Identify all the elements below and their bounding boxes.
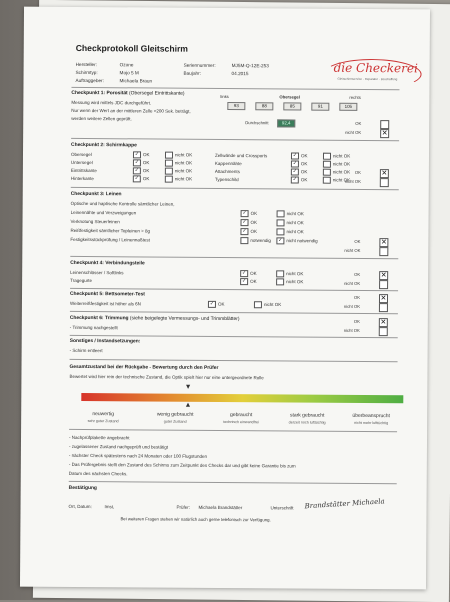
cp1-ok-checkbox[interactable]	[380, 120, 389, 129]
porosity-value-5: 105	[339, 103, 357, 111]
seriennummer-label: Seriennummer:	[183, 62, 216, 68]
cp4-tragegurte-nicht-ok[interactable]: nicht OK	[276, 278, 303, 285]
porosity-value-4: 91	[311, 103, 329, 111]
cp6-ok-label: OK	[353, 318, 360, 324]
scale-sub-wenig-gebraucht: guter Zustand	[163, 419, 187, 424]
cp6-item: - Trimmung nachgestellt	[69, 324, 118, 331]
porosity-value-1: 93	[227, 102, 245, 110]
note-plakette: - Nachprüfplakette angebracht	[69, 434, 130, 441]
separator	[70, 311, 398, 314]
sonstiges-item: - Schirm entleert	[69, 347, 103, 354]
cp4-tragegurte-ok[interactable]: ✓ OK	[241, 278, 257, 285]
cp1-nicht-ok-label: nicht OK	[345, 129, 362, 135]
cp3-nicht-ok-checkbox[interactable]	[379, 247, 388, 256]
cp2-untersegel-ok[interactable]: ✓ OK	[134, 159, 150, 166]
cp2-item-hinterkante: Hinterkante	[70, 175, 94, 182]
rating-arrow-down-icon: ▼	[184, 383, 192, 391]
cp2-kappennaehte-nicht-ok[interactable]: nicht OK	[323, 161, 350, 168]
scale-label-stark-gebraucht: stark gebraucht	[289, 412, 325, 419]
page-title: Checkprotokoll Gleitschirm	[75, 42, 189, 54]
checkbox-checked-icon: ✓	[292, 176, 297, 183]
cp2-item-eintrittskante: Eintrittskante	[70, 167, 97, 174]
cp1-col-rechts: rechts	[349, 94, 361, 100]
cp5-nicht-ok-label: nicht OK	[343, 303, 361, 309]
checkbox-checked-icon: ✓	[292, 152, 298, 159]
cp3-ok-checkbox[interactable]: ✕	[380, 239, 387, 247]
logo-name: die Checkerei	[333, 60, 418, 76]
checkbox-empty-icon	[277, 210, 285, 217]
scale-label-neuwertig: neuwertig	[92, 411, 115, 418]
checkbox-empty-icon	[240, 237, 248, 244]
checkbox-empty-icon	[323, 169, 331, 176]
pruefer-label: Prüfer:	[176, 504, 191, 510]
cp2-ok-label: OK	[354, 169, 361, 175]
cp3-leinennaehte-nicht-ok[interactable]: nicht OK	[277, 210, 304, 217]
cp2-typenschild-ok[interactable]: ✓ OK	[292, 176, 308, 183]
porosity-value-2: 88	[255, 102, 273, 110]
cp6-ok-checkbox[interactable]: ✕	[380, 319, 387, 327]
separator	[70, 288, 398, 291]
cp4-ok-label: OK	[354, 271, 361, 277]
cp2-hinterkante-ok[interactable]: ✓ OK	[134, 175, 150, 182]
checkbox-checked-icon: ✓	[209, 300, 215, 307]
cp3-title: Checkpunkt 3: Leinen	[70, 191, 122, 198]
cp2-item-zellwaende: Zellwände und Crossports	[214, 152, 268, 159]
cp2-kappennaehte-ok[interactable]: ✓ OK	[292, 160, 308, 167]
cp1-ok-label: OK	[355, 120, 362, 126]
cp3-leinennaehte-ok[interactable]: ✓ OK	[242, 210, 258, 217]
cp5-item: Weiterreißfestigkeit ist höher als 6N	[69, 300, 141, 307]
cp3-festigkeit-notwendig[interactable]: notwendig	[240, 237, 271, 244]
handwritten-signature: Brandstätter Michaela	[304, 497, 385, 511]
separator	[71, 187, 399, 190]
pruefer-value: Michaela Brandstätter	[198, 504, 243, 511]
cp5-ok-label: OK	[353, 294, 361, 300]
checkbox-empty-icon	[276, 270, 284, 277]
checkbox-empty-icon	[276, 228, 284, 235]
separator	[71, 138, 399, 141]
cp5-ok-checkbox[interactable]: ✕	[380, 295, 387, 303]
checkbox-checked-icon: ✓	[278, 237, 283, 244]
cp2-obersegel-ok[interactable]: ✓ OK	[134, 151, 150, 158]
cp6-title: Checkpunkt 6: Trimmung (siehe beigelegte Vermessungs- und Trimmblätter)	[69, 315, 240, 323]
cp2-attachments-ok[interactable]: ✓ OK	[292, 168, 308, 175]
separator	[70, 256, 398, 259]
cp2-nicht-ok-label: nicht OK	[344, 178, 361, 184]
checkbox-checked-icon: ✓	[242, 210, 247, 217]
cp3-nicht-ok-label: nicht OK	[344, 247, 361, 253]
separator	[69, 429, 397, 432]
ort-datum-label: Ort, Datum:	[68, 503, 92, 510]
checkbox-checked-icon: ✓	[134, 159, 140, 166]
scale-label-wenig-gebraucht: wenig gebraucht	[156, 411, 194, 418]
cp3-verknotung-ok[interactable]: ✓ OK	[242, 219, 258, 226]
checkbox-checked-icon: ✓	[242, 270, 247, 277]
cp2-untersegel-nicht-ok[interactable]: nicht OK	[165, 160, 192, 167]
durchschnitt-label: Durchschnitt	[245, 120, 269, 126]
cp1-title: Checkpunkt 1: Porosität (Obersegel Eintrittskante)	[71, 90, 185, 97]
cp2-zellwaende-ok[interactable]: ✓ OK	[292, 152, 308, 159]
gesamt-title: Gesamtzustand bei der Rückgabe - Bewertung durch den Prüfer	[69, 364, 219, 371]
separator	[70, 359, 398, 362]
scale-label-gebraucht: gebraucht	[230, 412, 253, 419]
cp2-obersegel-nicht-ok[interactable]: nicht OK	[165, 152, 192, 159]
unterschrift-label: Unterschrift	[270, 505, 294, 511]
cp4-item-tragegurte: Tragegurte	[70, 277, 92, 284]
cp1-nicht-ok-checkbox[interactable]: ✕	[381, 130, 388, 138]
cp5-title: Checkpunkt 5: Bettsometer-Test	[70, 291, 145, 298]
cp1-line2: Nur wenn der Wert an der mittleren Zelle <200 Sek. beträgt,	[71, 107, 191, 114]
checkbox-checked-icon: ✓	[292, 168, 297, 175]
cp6-nicht-ok-label: nicht OK	[343, 327, 360, 333]
baujahr-value: 04.2015	[231, 71, 249, 77]
cp3-festigkeit-nicht-notwendig[interactable]: ✓ nicht notwendig	[278, 237, 318, 244]
cp2-zellwaende-nicht-ok[interactable]: nicht OK	[323, 153, 350, 160]
cp2-item-typenschild: Typenschild	[214, 176, 239, 183]
checkbox-empty-icon	[323, 177, 331, 184]
durchschnitt-value: 92,4	[277, 119, 295, 127]
schirmtyp-value: Mojo 5 M	[119, 70, 139, 76]
checkbox-empty-icon	[323, 161, 331, 168]
cp3-item-verknotung: Verknotung Steuerleinen	[70, 218, 120, 225]
cp3-item-reissfestigkeit: Reißfestigkeit sämtlicher Topleinen > 8g	[70, 227, 151, 234]
sonstiges-title: Sonstiges / Instandsetzungen:	[69, 338, 141, 345]
cp3-item-festigkeit: Festigkeitsstückprüfung / Leinennaßtest	[70, 236, 150, 243]
cp3-verknotung-nicht-ok[interactable]: nicht OK	[277, 219, 304, 226]
cp2-typenschild-nicht-ok[interactable]: nicht OK	[323, 177, 350, 184]
checkbox-empty-icon	[277, 219, 285, 226]
cp1-col-links: links	[220, 93, 229, 100]
cp3-reissfestigkeit-nicht-ok[interactable]: nicht OK	[276, 228, 303, 235]
scale-sub-neuwertig: sehr guter Zustand	[87, 419, 119, 424]
cp4-nicht-ok-checkbox[interactable]	[379, 280, 388, 289]
checkerei-logo	[323, 59, 419, 88]
cp2-eintrittskante-nicht-ok[interactable]: nicht OK	[165, 168, 192, 175]
hersteller-label: Hersteller:	[75, 61, 98, 68]
checkbox-checked-icon: ✓	[241, 278, 247, 285]
cp2-item-attachments: Attachments	[214, 168, 240, 175]
gesamt-subtitle: Bewertet wird hier rein der technische Zustand, die Optik spielt hier nur eine untergeordnete Rolle	[69, 373, 264, 381]
baujahr-label: Baujahr:	[183, 70, 202, 76]
cp4-item-leinenschloesser: Leinenschlösser / Softlinks	[70, 269, 124, 276]
rating-arrow-up-icon: ▲	[184, 401, 192, 409]
ort-value: Imst,	[104, 504, 115, 510]
porosity-value-3: 85	[283, 102, 301, 110]
checkbox-empty-icon	[323, 153, 331, 160]
cp4-title: Checkpunkt 4: Verbindungsteile	[70, 260, 145, 267]
note-naechster-check: - nächster Check spätestens nach 24 Monaten oder 100 Flugstunden	[68, 452, 208, 459]
cp1-line3: werden weitere Zellen geprüft.	[71, 115, 132, 122]
cp6-nicht-ok-checkbox[interactable]	[379, 327, 388, 336]
hersteller-value: Ozone	[119, 62, 134, 68]
checkbox-checked-icon: ✓	[134, 167, 140, 174]
checkbox-checked-icon: ✓	[242, 219, 247, 226]
condition-gradient-bar	[81, 393, 403, 403]
separator	[70, 335, 398, 338]
auftraggeber-value: Michaela Braun	[119, 78, 153, 84]
cp2-title: Checkpunkt 2: Schirmkappe	[71, 142, 137, 149]
scale-sub-ueberbeansprucht: nicht mehr lufttüchtig	[354, 420, 389, 426]
cp3-item-leinennaehte: Leinennähte und Verzweigungen	[70, 209, 137, 216]
scale-sub-gebraucht: technisch einwandfrei	[223, 419, 259, 425]
checkbox-empty-icon	[276, 278, 284, 285]
note-pruefergebnis-cont: Datum des nächsten Checks.	[68, 470, 128, 477]
cp2-attachments-nicht-ok[interactable]: nicht OK	[323, 169, 350, 176]
document-sheet	[20, 7, 430, 590]
cp4-ok-checkbox[interactable]: ✕	[380, 272, 387, 280]
scale-label-ueberbeansprucht: überbeansprucht	[352, 412, 390, 420]
cp2-nicht-ok-checkbox[interactable]	[380, 178, 389, 187]
checkbox-empty-icon	[165, 152, 173, 159]
note-zustand: - zugelassener Zustand nachgeprüft und bestätigt	[68, 443, 169, 450]
cp5-item-ok[interactable]: ✓ OK	[209, 300, 225, 307]
scale-sub-stark-gebraucht: derzeit noch lufttüchtig	[288, 420, 326, 425]
cp2-eintrittskante-ok[interactable]: ✓ OK	[134, 167, 150, 174]
cp3-reissfestigkeit-ok[interactable]: ✓ OK	[242, 228, 257, 235]
separator	[69, 481, 397, 484]
cp1-line1: Messung wird mittels JDC durchgeführt.	[71, 99, 152, 106]
checkbox-empty-icon	[165, 168, 173, 175]
cp2-hinterkante-nicht-ok[interactable]: nicht OK	[165, 176, 192, 183]
cp4-leinenschloesser-nicht-ok[interactable]: nicht OK	[276, 270, 303, 277]
cp5-item-nicht-ok[interactable]: nicht OK	[254, 301, 281, 308]
logo-subtitle: Gleitschirmservice · Reparatur · Beschaffung	[337, 76, 398, 82]
cp2-item-obersegel: Obersegel	[70, 151, 92, 158]
bestaetigung-title: Bestätigung	[68, 485, 97, 492]
cp3-item-optische: Optische und haptische Kontrolle sämtlicher Leinen,	[70, 200, 175, 207]
note-pruefergebnis: - Das Prüfergebnis stellt den Zustand des Schirms zum Zeitpunkt des Checks dar und gibt keine Garantie bis zum	[68, 461, 296, 469]
cp2-ok-checkbox[interactable]: ✕	[381, 170, 388, 178]
checkbox-checked-icon: ✓	[292, 160, 298, 167]
cp4-leinenschloesser-ok[interactable]: ✓ OK	[242, 270, 257, 277]
schirmtyp-label: Schirmtyp:	[75, 69, 98, 76]
checkbox-checked-icon: ✓	[134, 151, 140, 158]
checkbox-checked-icon: ✓	[134, 175, 139, 182]
checkbox-empty-icon	[254, 301, 262, 308]
cp3-ok-label: OK	[354, 238, 361, 244]
cp2-item-untersegel: Untersegel	[70, 159, 93, 166]
checkbox-empty-icon	[165, 176, 173, 183]
checkbox-checked-icon: ✓	[242, 228, 247, 235]
cp4-nicht-ok-label: nicht OK	[344, 280, 361, 286]
checkbox-empty-icon	[165, 160, 173, 167]
auftraggeber-label: Auftraggeber:	[75, 77, 104, 84]
cp1-col-obersegel: Obersegel	[279, 94, 300, 100]
cp5-nicht-ok-checkbox[interactable]	[379, 303, 388, 312]
seriennummer-value: MJ5M-Q-12E-253	[231, 63, 269, 69]
cp2-item-kappennaehte: Kappennähte	[214, 160, 242, 167]
footer-note: Bei weiteren Fragen stehen wir natürlich auch gerne telefonisch zur Verfügung.	[120, 516, 271, 523]
